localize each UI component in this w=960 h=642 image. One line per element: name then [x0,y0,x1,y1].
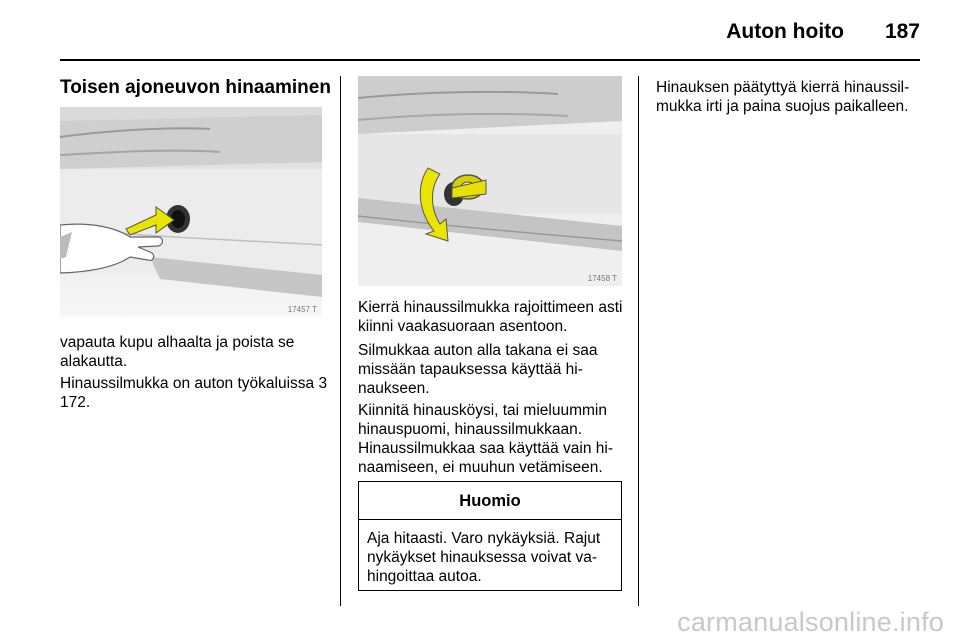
column-divider-2 [638,76,639,606]
watermark: carmanualsonline.info [677,607,944,637]
header-rule [60,59,920,61]
page-header [60,18,920,58]
page-number: 187 [884,20,920,43]
paragraph: Hinaussilmukka on auton työkaluissa 3 172. [60,375,328,411]
chapter-title: Auton hoito [726,20,844,43]
paragraph: Silmukkaa auton alla takana ei saa missään tapauksessa käyttää hi-naukseen. [358,342,598,397]
notice-body: Aja hitaasti. Varo nykäyksiä. Rajut nykäykset hinauksessa voivat va-hingoittaa autoa. [367,530,601,585]
section-title: Toisen ajoneuvon hinaaminen [60,77,331,98]
figure-remove-cover [60,107,322,317]
paragraph: Kiinnitä hinausköysi, tai mieluummin hinauspuomi, hinaussilmukkaan. [358,402,607,438]
paragraph: Hinauksen päätyttyä kierrä hinaussil-mukka irti ja paina suojus paikalleen. [656,79,910,115]
figure-tow-eye [358,76,622,286]
notice-title: Huomio [359,482,621,520]
bumper-cover-illustration [60,107,322,317]
paragraph: vapauta kupu alhaalta ja poista se alakautta. [60,334,295,370]
paragraph: Kierrä hinaussilmukka rajoittimeen asti kiinni vaakasuoraan asentoon. [358,299,623,335]
figure-code: 17457 T [287,305,317,314]
column-divider-1 [340,76,341,606]
notice-box [358,481,622,591]
tow-eye-illustration [358,76,622,286]
paragraph: Hinaussilmukkaa saa käyttää vain hi-naamiseen, ei muuhun vetämiseen. [358,440,614,476]
figure-code: 17458 T [587,274,617,283]
